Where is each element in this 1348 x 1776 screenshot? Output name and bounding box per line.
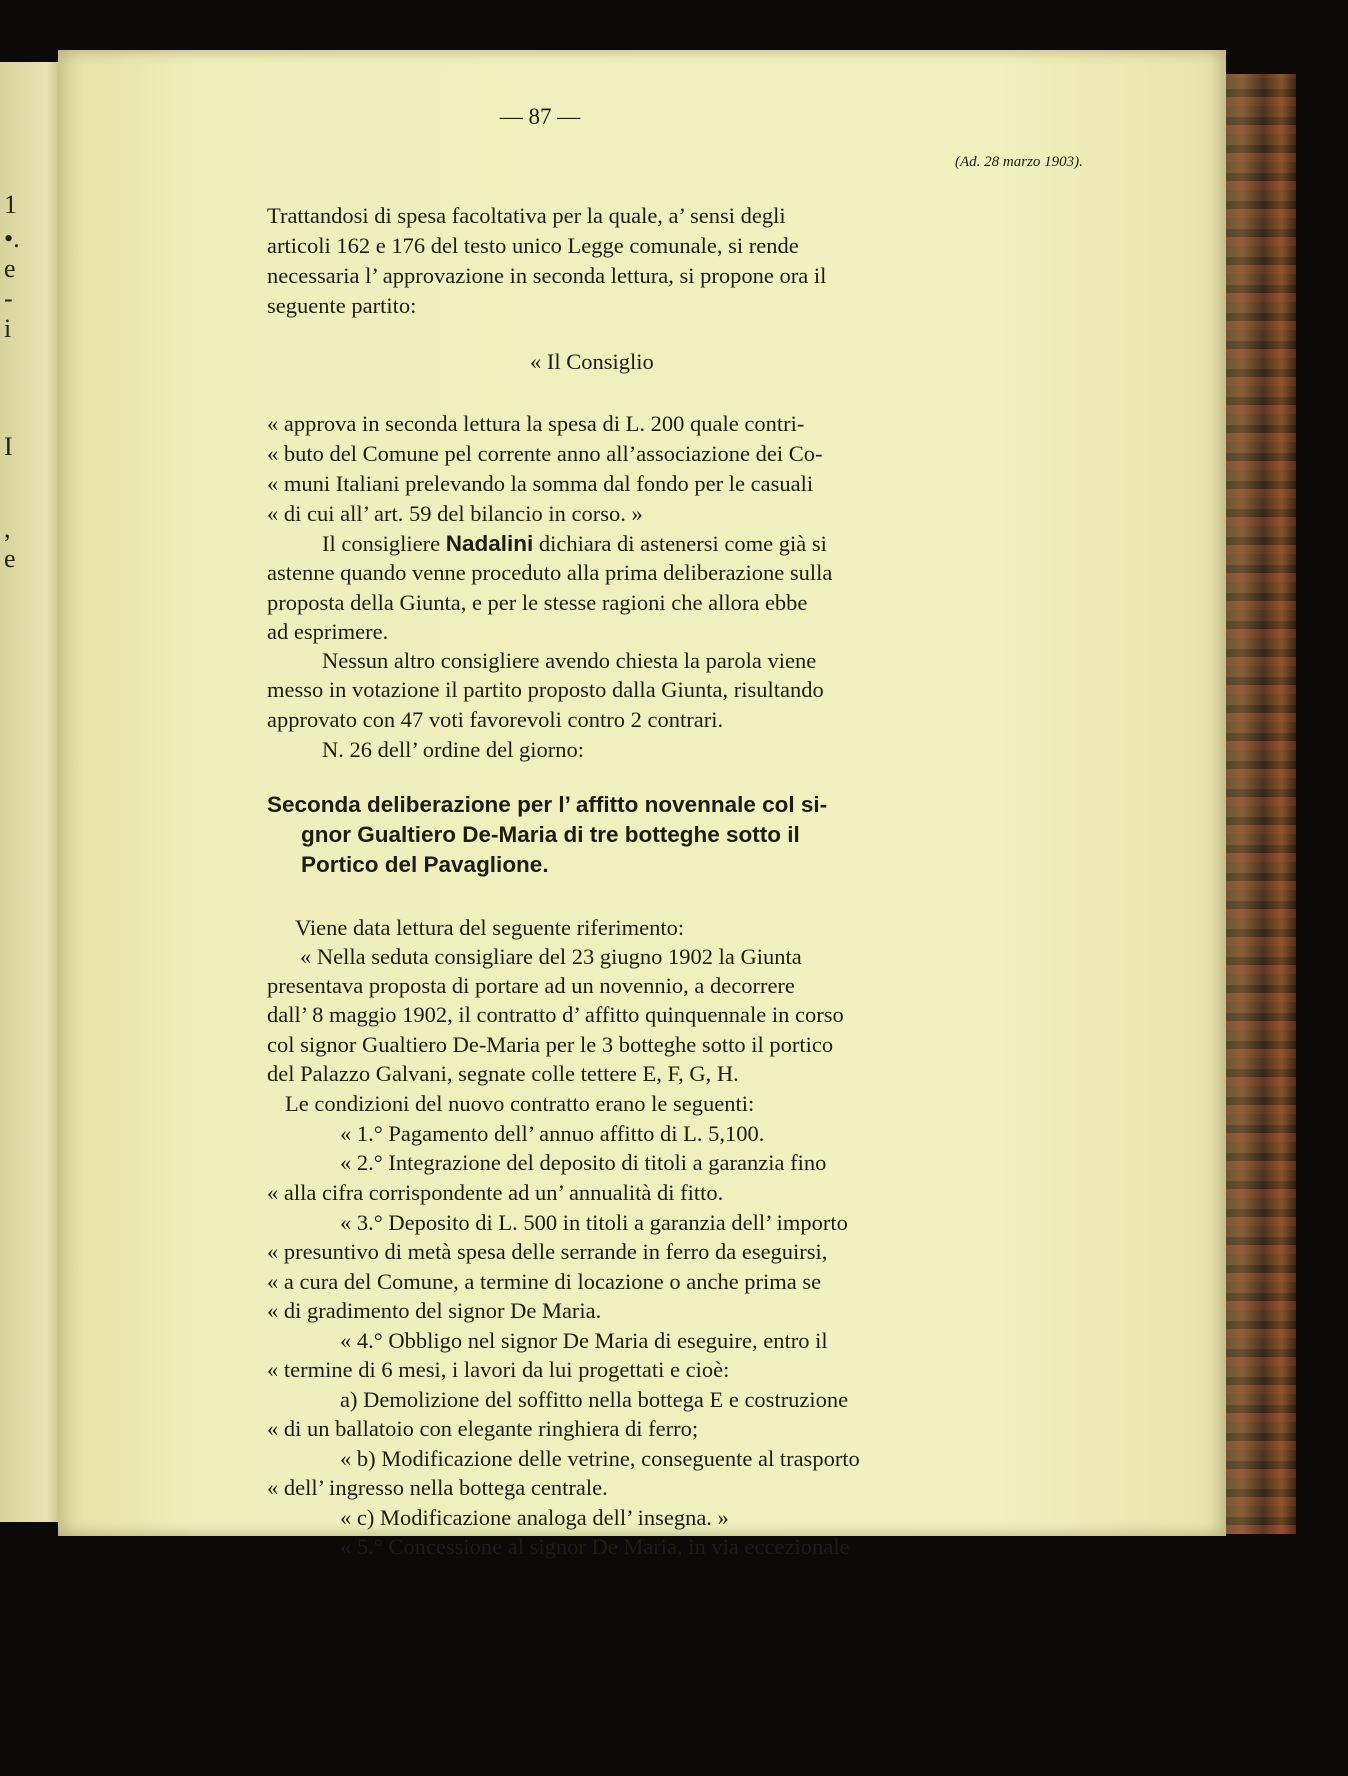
- margin-date-note: (Ad. 28 marzo 1903).: [955, 154, 1083, 170]
- resolution-line: « muni Italiani prelevando la somma dal fondo per le casuali: [267, 471, 814, 496]
- condition-line: « presuntivo di metà spesa delle serrande in ferro da eseguirsi,: [267, 1239, 828, 1264]
- paragraph-line: presentava proposta di portare ad un novennio, a decorrere: [267, 973, 795, 998]
- condition-line: « 3.° Deposito di L. 500 in titoli a garanzia dell’ importo: [340, 1210, 848, 1235]
- resolution-line: « di cui all’ art. 59 del bilancio in corso. »: [267, 501, 643, 526]
- condition-line: « 2.° Integrazione del deposito di titoli a garanzia fino: [340, 1150, 827, 1175]
- left-page-edge: [0, 62, 66, 1522]
- resolution-line: « approva in seconda lettura la spesa di L. 200 quale contri-: [267, 411, 805, 436]
- paragraph-line: Viene data lettura del seguente riferimento:: [295, 915, 685, 940]
- condition-line: « termine di 6 mesi, i lavori da lui progettati e cioè:: [267, 1357, 730, 1382]
- condition-line: « di un ballatoio con elegante ringhiera di ferro;: [267, 1416, 699, 1441]
- book-page-edges: [1224, 74, 1296, 1534]
- condition-line: « dell’ ingresso nella bottega centrale.: [267, 1475, 608, 1500]
- nadalini-prefix: Il consigliere: [322, 531, 441, 556]
- page-number: — 87 —: [499, 104, 581, 129]
- paragraph-line: approvato con 47 voti favorevoli contro 2 contrari.: [267, 707, 724, 732]
- left-page-fragment: i: [4, 314, 12, 343]
- paragraph-line: col signor Gualtiero De-Maria per le 3 botteghe sotto il portico: [267, 1032, 834, 1057]
- left-page-fragment: ,: [4, 514, 11, 543]
- paragraph-line: proposta della Giunta, e per le stesse ragioni che allora ebbe: [267, 590, 808, 615]
- consiglio-heading: « Il Consiglio: [530, 349, 654, 374]
- nadalini-rest: dichiara di astenersi come già si: [538, 531, 827, 556]
- left-page-fragment: -: [4, 284, 13, 313]
- condition-line: « di gradimento del signor De Maria.: [267, 1298, 602, 1323]
- section-heading-line: gnor Gualtiero De-Maria di tre botteghe sotto il: [301, 822, 800, 847]
- section-heading: [267, 790, 827, 880]
- paragraph-line: del Palazzo Galvani, segnate colle tettere E, F, G, H.: [267, 1061, 739, 1086]
- nadalini-line: [322, 529, 827, 559]
- condition-line: « 1.° Pagamento dell’ annuo affitto di L. 5,100.: [340, 1121, 765, 1146]
- condition-line: « b) Modificazione delle vetrine, conseguente al trasporto: [340, 1446, 860, 1471]
- condition-line: « alla cifra corrispondente ad un’ annualità di fitto.: [267, 1180, 724, 1205]
- condition-line: « a cura del Comune, a termine di locazione o anche prima se: [267, 1269, 822, 1294]
- paragraph-line: seguente partito:: [267, 293, 417, 318]
- paragraph-line: ad esprimere.: [267, 619, 389, 644]
- left-page-fragment: 1: [4, 190, 17, 219]
- left-page-fragment: e: [4, 544, 16, 573]
- paragraph-line: N. 26 dell’ ordine del giorno:: [322, 737, 585, 762]
- resolution-line: « buto del Comune pel corrente anno all’associazione dei Co-: [267, 441, 823, 466]
- paragraph-line: « Nella seduta consigliare del 23 giugno 1902 la Giunta: [300, 944, 802, 969]
- paragraph-line: dall’ 8 maggio 1902, il contratto d’ affitto quinquennale in corso: [267, 1002, 844, 1027]
- paragraph-line: necessaria l’ approvazione in seconda lettura, si propone ora il: [267, 263, 827, 288]
- section-heading-line: Portico del Pavaglione.: [301, 852, 549, 877]
- paragraph-line: Le condizioni del nuovo contratto erano le seguenti:: [285, 1091, 755, 1116]
- condition-line: a) Demolizione del soffitto nella bottega E e costruzione: [340, 1387, 849, 1412]
- paragraph-line: messo in votazione il partito proposto dalla Giunta, risultando: [267, 677, 824, 702]
- paragraph-line: articoli 162 e 176 del testo unico Legge comunale, si rende: [267, 233, 799, 258]
- condition-line: « 5.° Concessione al signor De Maria, in via eccezionale: [340, 1534, 850, 1559]
- left-page-fragment: •.: [4, 224, 20, 253]
- paragraph-line: Trattandosi di spesa facoltativa per la quale, a’ sensi degli: [267, 203, 786, 228]
- paragraph-line: Nessun altro consigliere avendo chiesta la parola viene: [322, 648, 817, 673]
- paragraph-line: astenne quando venne proceduto alla prima deliberazione sulla: [267, 560, 833, 585]
- councillor-name: Nadalini: [445, 531, 534, 556]
- left-page-fragment: I: [4, 432, 13, 461]
- section-heading-line: Seconda deliberazione per l’ affitto novennale col si-: [267, 792, 828, 817]
- condition-line: « 4.° Obbligo nel signor De Maria di eseguire, entro il: [340, 1328, 828, 1353]
- left-page-fragment: e: [4, 254, 16, 283]
- condition-line: « c) Modificazione analoga dell’ insegna. »: [340, 1505, 729, 1530]
